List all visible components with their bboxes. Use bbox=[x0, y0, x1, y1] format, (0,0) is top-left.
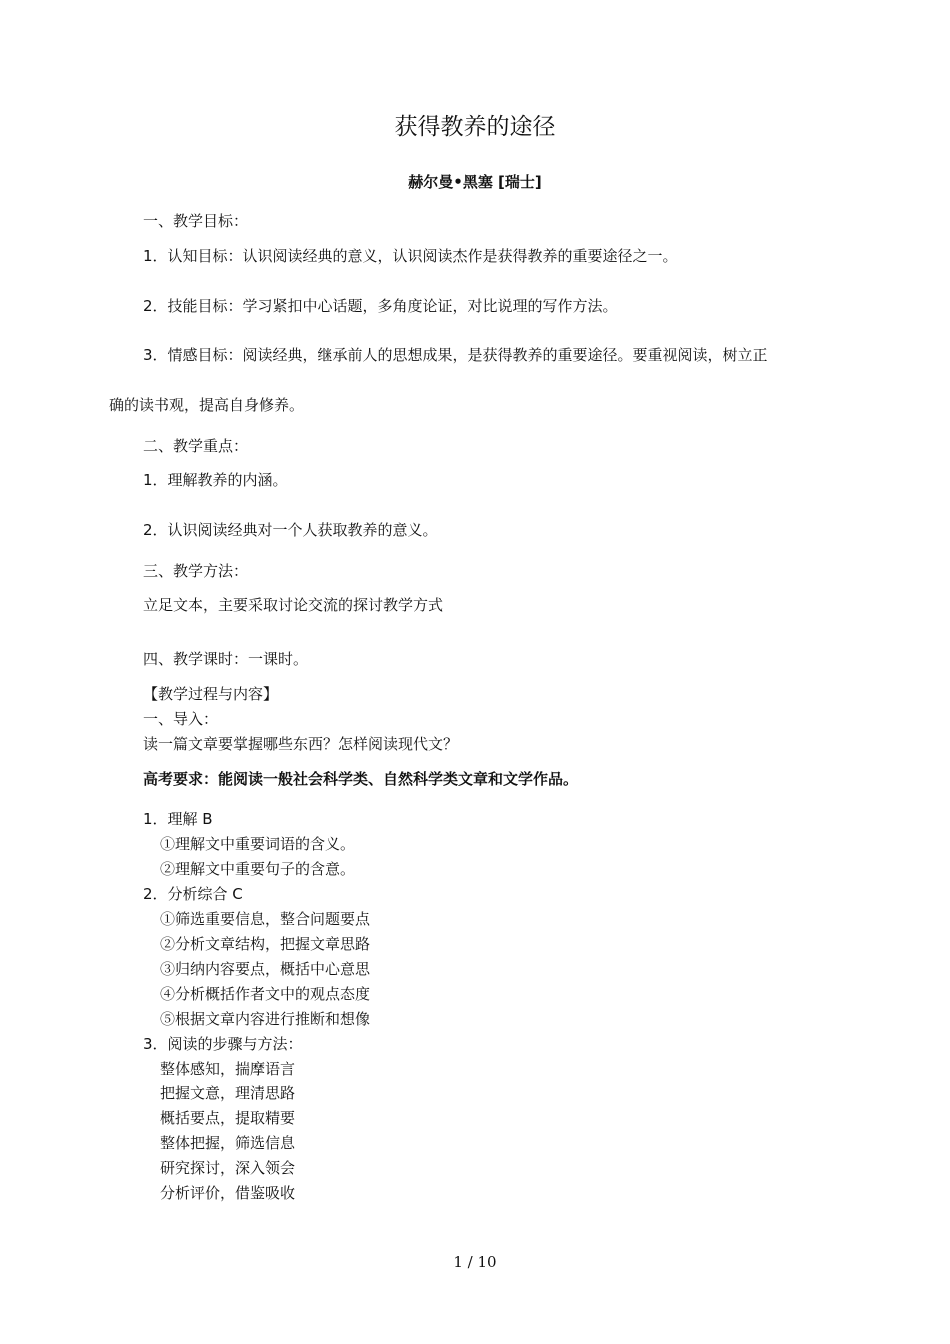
requirement-3-item: 把握文意，理清思路 bbox=[160, 1084, 296, 1102]
objective-skill: 2．技能目标：学习紧扣中心话题，多角度论证，对比说理的写作方法。 bbox=[143, 297, 618, 315]
key-point-2: 2．认识阅读经典对一个人获取教养的意义。 bbox=[143, 521, 438, 539]
requirement-3-item: 概括要点，提取精要 bbox=[160, 1109, 296, 1127]
requirement-3-heading: 3．阅读的步骤与方法： bbox=[143, 1035, 303, 1053]
requirement-3-item: 整体把握，筛选信息 bbox=[160, 1134, 296, 1152]
intro-question: 读一篇文章要掌握哪些东西？怎样阅读现代文？ bbox=[143, 735, 459, 753]
objective-emotion-line2: 确的读书观，提高自身修养。 bbox=[109, 396, 305, 414]
methods-text: 立足文本，主要采取讨论交流的探讨教学方式 bbox=[143, 596, 444, 614]
requirement-3-item: 研究探讨，深入领会 bbox=[160, 1159, 296, 1177]
author-line: 赫尔曼•黑塞 [瑞士] bbox=[408, 173, 542, 191]
document-title: 获得教养的途径 bbox=[394, 114, 556, 140]
requirement-1-item: ①理解文中重要词语的含义。 bbox=[160, 835, 356, 853]
requirement-2-heading: 2．分析综合 C bbox=[143, 885, 243, 903]
requirement-3-item: 分析评价，借鉴吸收 bbox=[160, 1184, 296, 1202]
objective-cognitive: 1．认知目标：认识阅读经典的意义，认识阅读杰作是获得教养的重要途径之一。 bbox=[143, 247, 678, 265]
page-number: 1 / 10 bbox=[453, 1253, 497, 1271]
requirement-2-item: ①筛选重要信息，整合问题要点 bbox=[160, 910, 371, 928]
requirement-2-item: ④分析概括作者文中的观点态度 bbox=[160, 985, 371, 1003]
exam-requirement: 高考要求：能阅读一般社会科学类、自然科学类文章和文学作品。 bbox=[143, 770, 579, 788]
requirement-2-item: ⑤根据文章内容进行推断和想像 bbox=[160, 1010, 371, 1028]
requirement-2-item: ③归纳内容要点，概括中心意思 bbox=[160, 960, 371, 978]
teaching-hours: 四、教学课时：一课时。 bbox=[143, 650, 309, 668]
requirement-2-item: ②分析文章结构，把握文章思路 bbox=[160, 935, 371, 953]
key-points-heading: 二、教学重点： bbox=[143, 437, 249, 455]
objective-emotion-line1: 3．情感目标：阅读经典，继承前人的思想成果，是获得教养的重要途径。要重视阅读，树立正 bbox=[143, 346, 768, 364]
key-point-1: 1．理解教养的内涵。 bbox=[143, 471, 288, 489]
intro-heading: 一、导入： bbox=[143, 710, 219, 728]
methods-heading: 三、教学方法： bbox=[143, 562, 249, 580]
process-heading: 【教学过程与内容】 bbox=[143, 685, 279, 703]
requirement-3-item: 整体感知，揣摩语言 bbox=[160, 1060, 296, 1078]
objectives-heading: 一、教学目标： bbox=[143, 212, 249, 230]
requirement-1-item: ②理解文中重要句子的含意。 bbox=[160, 860, 356, 878]
requirement-1-heading: 1．理解 B bbox=[143, 810, 213, 828]
